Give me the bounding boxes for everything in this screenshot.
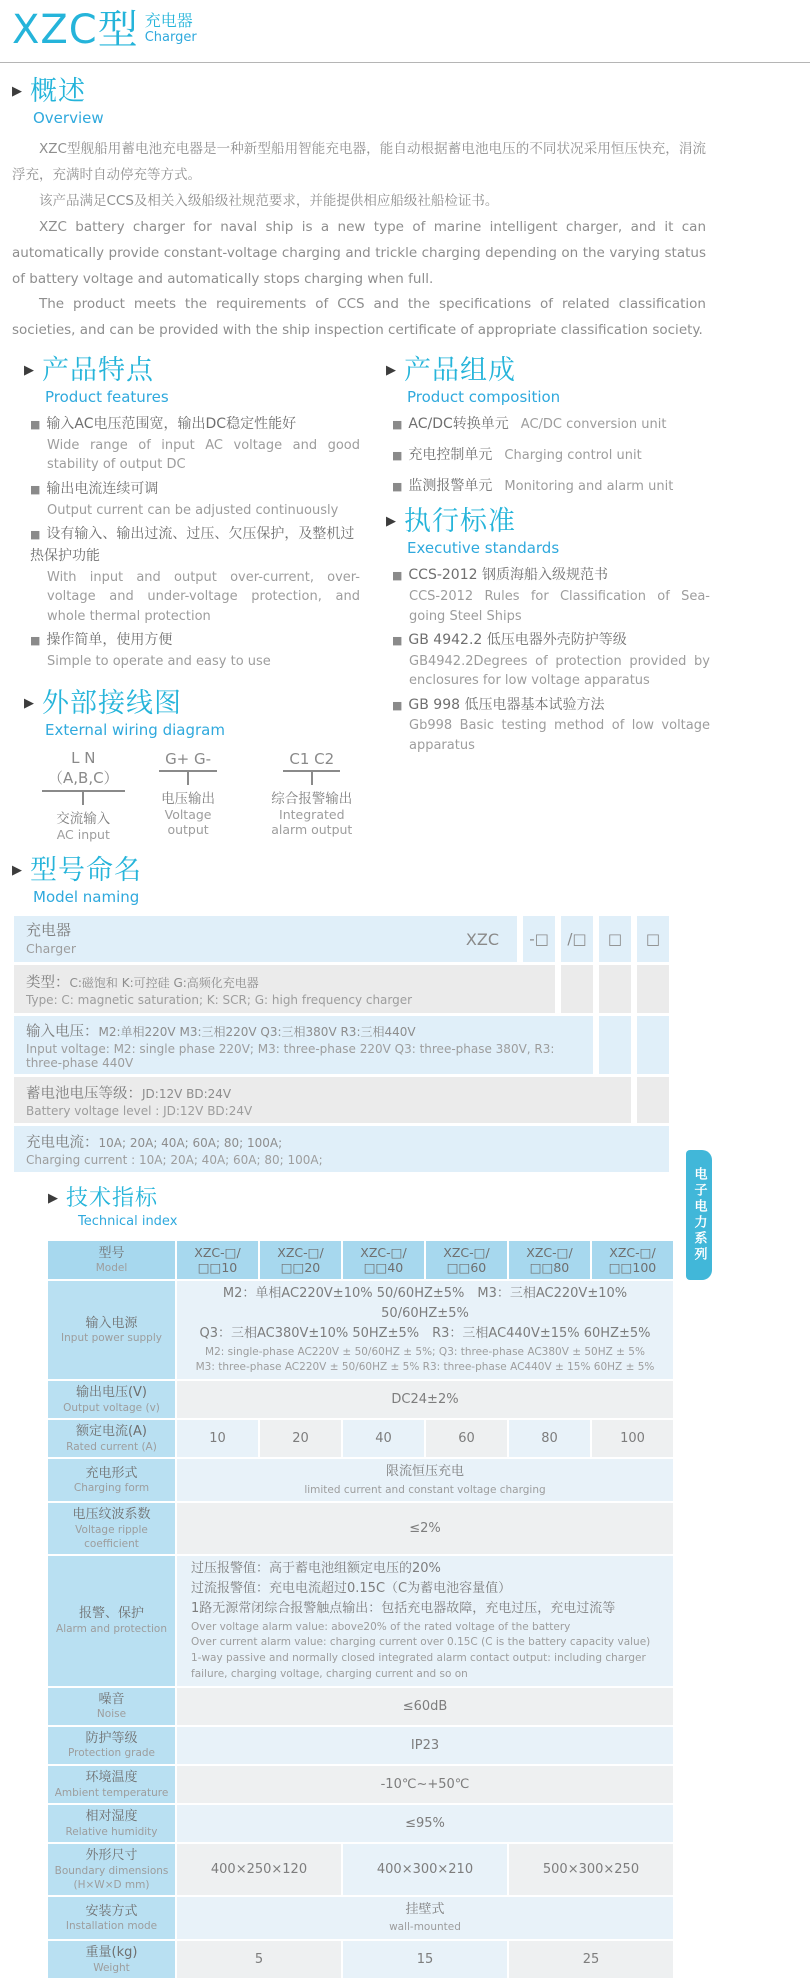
wiring-terminal-group — [42, 749, 125, 842]
wiring-terminal-group — [264, 749, 360, 842]
list-item — [30, 524, 360, 626]
symbol-column — [599, 965, 631, 1013]
table-row — [14, 965, 669, 1013]
value-rated-current: 100 — [592, 1420, 673, 1457]
naming-zh-line: 充电电流：10A; 20A; 40A; 60A; 80; 100A; — [26, 1135, 283, 1152]
composition-en: AC/DC conversion unit — [520, 417, 667, 433]
overview-body — [12, 137, 706, 344]
model-code: XZC — [465, 929, 499, 949]
alarm-en-line: Over current alarm value: charging current over 0.15C (C is the battery capacity value) — [191, 1636, 651, 1649]
naming-en-line: Input voltage: M2: single phase 220V; M3: three-phase 220V Q3: three-phase 380V, R3: three-phase 440V — [26, 1042, 555, 1071]
overview-paragraph: 该产品满足CCS及相关入级船级社规范要求，并能提供相应船级社船检证书。 — [39, 192, 499, 209]
list-item — [392, 476, 710, 498]
table-row — [14, 916, 669, 962]
row-label-weight: 重量(kg) Weight — [48, 1941, 175, 1978]
tech-title: 技术指标 — [66, 1186, 159, 1212]
row-label-protection-grade: 防护等级 Protection grade — [48, 1727, 175, 1764]
symbol-column — [637, 1077, 669, 1123]
list-item — [30, 414, 360, 475]
feature-en: With input and output over-current, over-voltage and under-voltage protection, and whole thermal protection — [47, 569, 360, 624]
standards-list — [392, 565, 710, 755]
square-bullet-icon: ■ — [30, 634, 41, 647]
value-output-voltage: DC24±2% — [177, 1381, 673, 1418]
composition-subtitle: Product composition — [407, 388, 561, 407]
brand-product-en: Charger — [144, 30, 197, 45]
row-label-alarm: 报警、保护 Alarm and protection — [48, 1556, 175, 1685]
brand-model: XZC型 — [12, 7, 139, 53]
symbol-cell: □ — [637, 916, 669, 962]
terminal-lead-line — [187, 772, 189, 785]
charger-en: Charger — [26, 940, 76, 956]
row-label-output-voltage: 输出电压(V) Output voltage (v) — [48, 1381, 175, 1418]
naming-title: 型号命名 — [30, 855, 142, 887]
value-dimensions: 500×300×250 — [509, 1844, 673, 1895]
symbol-column — [561, 965, 593, 1013]
composition-en: Charging control unit — [504, 447, 642, 463]
overview-paragraph: XZC型舰船用蓄电池充电器是一种新型船用智能充电器，能自动根据蓄电池电压的不同状况采用恒压快充，涓流浮充，充满时自动停充等方式。 — [12, 141, 706, 183]
feature-en: Output current can be adjusted continuously — [47, 502, 339, 518]
row-label-ripple: 电压纹波系数 Voltage ripple coefficient — [48, 1503, 175, 1554]
standard-en: CCS-2012 Rules for Classification of Sea-going Steel Ships — [409, 589, 710, 624]
col-header-model — [48, 1241, 175, 1279]
value-dimensions: 400×300×210 — [343, 1844, 507, 1895]
terminal-label: L N（A,B,C） — [42, 749, 125, 792]
terminal-label: C1 C2 — [283, 750, 340, 772]
wiring-diagram — [42, 749, 360, 842]
standard-en: GB4942.2Degrees of protection provided by enclosures for low voltage apparatus — [409, 653, 710, 689]
input-en-line: M3: three-phase AC220V ± 50/60HZ ± 5% R3: three-phase AC440V ± 15% 60HZ ± 5% — [195, 1361, 655, 1374]
row-label-dimensions: 外形尺寸 Boundary dimensions (H×W×D mm) — [48, 1844, 175, 1895]
alarm-en-line: 1-way passive and normally closed integrated alarm contact output: including charger failure, charging voltage, charging current and so on — [191, 1652, 646, 1680]
technical-index-table — [48, 1241, 673, 1978]
section-features — [12, 356, 360, 671]
naming-en-line: Charging current : 10A; 20A; 40A; 60A; 80; 100A; — [26, 1153, 323, 1168]
features-subtitle: Product features — [45, 388, 169, 407]
brand-sub — [145, 12, 197, 45]
input-en-line: M2: single-phase AC220V ± 50/60HZ ± 5%; Q3: three-phase AC380V ± 50HZ ± 5% — [205, 1345, 645, 1358]
col-header: XZC-□/□□80 — [509, 1241, 590, 1279]
col-header: XZC-□/□□100 — [592, 1241, 673, 1279]
naming-zh-line: 输入电压：M2:单相220V M3:三相220V Q3:三相380V R3:三相440V — [26, 1024, 416, 1041]
value-ripple: ≤2% — [177, 1503, 673, 1554]
terminal-label: G+ G- — [159, 750, 217, 772]
triangle-bullet-icon: ▶ — [386, 514, 396, 530]
symbol-column — [599, 1016, 631, 1074]
standard-zh: ■ GB 998 低压电器基本试验方法 — [392, 696, 605, 713]
symbol-column — [637, 965, 669, 1013]
square-bullet-icon: ■ — [30, 528, 41, 542]
symbol-column — [637, 1016, 669, 1074]
triangle-bullet-icon: ▶ — [48, 1191, 58, 1207]
naming-zh-line: 蓄电池电压等级：JD:12V BD:24V — [26, 1086, 232, 1103]
naming-band-charger — [14, 916, 517, 962]
square-bullet-icon: ■ — [392, 634, 403, 647]
section-composition — [374, 356, 710, 497]
table-row — [14, 1077, 669, 1123]
feature-en: Simple to operate and easy to use — [47, 653, 271, 669]
composition-zh: ■ 充电控制单元 — [392, 446, 493, 463]
composition-en: Monitoring and alarm unit — [504, 478, 674, 494]
standard-en: Gb998 Basic testing method of low voltage apparatus — [409, 718, 710, 753]
value-input-power — [177, 1281, 673, 1379]
standards-subtitle: Executive standards — [407, 539, 560, 558]
naming-band-input-voltage — [14, 1016, 593, 1074]
model-label-en: Model — [95, 1262, 128, 1275]
value-weight: 25 — [509, 1941, 673, 1978]
value-rated-current: 20 — [260, 1420, 341, 1457]
feature-zh: ■ 设有输入、输出过流、过压、欠压保护，及整机过热保护功能 — [30, 526, 355, 564]
list-item — [392, 414, 710, 436]
feature-en: Wide range of input AC voltage and good stability of output DC — [47, 437, 360, 473]
wiring-subtitle: External wiring diagram — [45, 721, 225, 740]
square-bullet-icon: ■ — [30, 482, 41, 496]
alarm-zh-line: 1路无源常闭综合报警触点输出：包括充电器故障，充电过压，充电过流等 — [191, 1601, 616, 1617]
symbol-cell: /□ — [561, 916, 593, 962]
series-side-tab-label: 电子电力系列 — [691, 1167, 707, 1263]
list-item — [392, 445, 710, 467]
features-title: 产品特点 — [42, 355, 154, 387]
model-label-zh: 型号 — [98, 1245, 125, 1261]
naming-band-charging-current — [14, 1126, 669, 1172]
symbol-cell: □ — [599, 916, 631, 962]
overview-subtitle: Overview — [33, 109, 104, 127]
alarm-en-line: Over voltage alarm value: above20% of the rated voltage of the battery — [191, 1620, 571, 1633]
feature-zh: ■ 输出电流连续可调 — [30, 480, 159, 497]
two-column-area — [0, 356, 810, 842]
features-list — [30, 414, 360, 671]
alarm-zh-line: 过压报警值：高于蓄电池组额定电压的20% — [191, 1561, 441, 1577]
triangle-bullet-icon: ▶ — [386, 363, 396, 379]
charger-zh: 充电器 — [26, 921, 72, 940]
triangle-bullet-icon: ▶ — [24, 696, 34, 712]
standards-title: 执行标准 — [404, 506, 516, 538]
square-bullet-icon: ■ — [392, 448, 403, 462]
row-label-noise: 噪音 Noise — [48, 1688, 175, 1725]
value-dimensions: 400×250×120 — [177, 1844, 341, 1895]
composition-list — [392, 414, 710, 497]
left-column — [0, 356, 360, 842]
square-bullet-icon: ■ — [30, 418, 41, 432]
list-item — [30, 479, 360, 520]
overview-paragraph: XZC battery charger for naval ship is a new type of marine intelligent charger, and it can automatically provide constant-voltage charging and trickle charging depending on the varying status of battery voltage and automatically stops charging when full. — [12, 218, 706, 287]
triangle-bullet-icon: ▶ — [12, 84, 22, 99]
overview-title: 概述 — [30, 76, 86, 107]
charger-label — [26, 921, 76, 957]
naming-band-type — [14, 965, 555, 1013]
naming-subtitle: Model naming — [33, 888, 140, 907]
section-technical-index — [48, 1186, 810, 1978]
square-bullet-icon: ■ — [392, 418, 403, 432]
standard-zh: ■ GB 4942.2 低压电器外壳防护等级 — [392, 632, 627, 648]
alarm-zh-line: 过流报警值：充电电流超过0.15C（C为蓄电池容量值） — [191, 1581, 512, 1597]
row-label-charging-form: 充电形式 Charging form — [48, 1459, 175, 1501]
wiring-title: 外部接线图 — [42, 688, 182, 720]
row-label-input-power: 输入电源 Input power supply — [48, 1281, 175, 1379]
series-side-tab — [686, 1150, 712, 1280]
naming-band-battery-level — [14, 1077, 631, 1123]
composition-zh: ■ AC/DC转换单元 — [392, 416, 509, 433]
wiring-header — [12, 689, 360, 719]
triangle-bullet-icon: ▶ — [12, 863, 22, 879]
row-label-rated-current: 额定电流(A) Rated current (A) — [48, 1420, 175, 1457]
composition-header — [374, 356, 710, 386]
section-wiring — [12, 689, 360, 842]
row-label-installation: 安装方式 Installation mode — [48, 1897, 175, 1939]
square-bullet-icon: ■ — [392, 698, 403, 712]
wiring-terminal-group — [159, 749, 218, 842]
value-rated-current: 10 — [177, 1420, 258, 1457]
input-zh-line: Q3：三相AC380V±10% 50HZ±5% R3：三相AC440V±15% 60HZ±5% — [199, 1326, 651, 1342]
value-rated-current: 60 — [426, 1420, 507, 1457]
list-item — [30, 630, 360, 671]
standard-zh: ■ CCS-2012 钢质海船入级规范书 — [392, 567, 608, 584]
terminal-caption-zh: 电压输出 — [161, 791, 216, 808]
row-label-humidity: 相对湿度 Relative humidity — [48, 1805, 175, 1842]
naming-header — [0, 856, 810, 886]
col-header: XZC-□/□□60 — [426, 1241, 507, 1279]
terminal-caption-en: AC input — [56, 827, 110, 843]
section-standards — [374, 507, 710, 755]
table-row — [14, 1126, 669, 1172]
standards-header — [374, 507, 710, 537]
tech-subtitle: Technical index — [78, 1214, 178, 1230]
terminal-caption-zh: 综合报警输出 — [271, 791, 353, 808]
naming-zh-line: 类型：C:磁饱和 K:可控硅 G:高频化充电器 — [26, 975, 259, 992]
naming-en-line: Type: C: magnetic saturation; K: SCR; G: high frequency charger — [26, 993, 413, 1008]
list-item — [392, 695, 710, 756]
col-header: XZC-□/□□10 — [177, 1241, 258, 1279]
list-item — [392, 630, 710, 691]
value-noise: ≤60dB — [177, 1688, 673, 1725]
features-header — [12, 356, 360, 386]
title-divider — [0, 62, 810, 63]
value-humidity: ≤95% — [177, 1805, 673, 1842]
page-title — [0, 0, 810, 52]
value-rated-current: 80 — [509, 1420, 590, 1457]
value-charging-form: 限流恒压充电 limited current and constant voltage charging — [177, 1459, 673, 1501]
col-header: XZC-□/□□40 — [343, 1241, 424, 1279]
model-naming-table — [14, 916, 669, 1172]
table-row — [14, 1016, 669, 1074]
section-overview — [0, 77, 810, 344]
value-alarm — [177, 1556, 673, 1685]
overview-header — [0, 77, 810, 107]
terminal-caption-en: Voltage output — [164, 807, 212, 838]
feature-zh: ■ 操作简单，使用方便 — [30, 632, 173, 648]
feature-zh: ■ 输入AC电压范围宽，输出DC稳定性能好 — [30, 416, 297, 433]
terminal-caption-zh: 交流输入 — [56, 811, 111, 828]
square-bullet-icon: ■ — [392, 479, 403, 493]
row-label-ambient: 环境温度 Ambient temperature — [48, 1766, 175, 1803]
value-rated-current: 40 — [343, 1420, 424, 1457]
naming-en-line: Battery voltage level : JD:12V BD:24V — [26, 1104, 253, 1119]
composition-zh: ■ 监测报警单元 — [392, 477, 493, 494]
value-installation: 挂壁式 wall-mounted — [177, 1897, 673, 1939]
overview-paragraph: The product meets the requirements of CCS and the specifications of related classification societies, and can be provided with the ship inspection certificate of appropriate classification society. — [12, 296, 706, 339]
terminal-lead-line — [311, 772, 313, 785]
terminal-lead-line — [82, 792, 84, 805]
input-zh-line: M2：单相AC220V±10% 50/60HZ±5% M3：三相AC220V±10% 50/60HZ±5% — [222, 1286, 628, 1322]
right-column — [360, 356, 710, 842]
triangle-bullet-icon: ▶ — [24, 363, 34, 379]
section-model-naming — [0, 856, 810, 1172]
value-weight: 5 — [177, 1941, 341, 1978]
col-header: XZC-□/□□20 — [260, 1241, 341, 1279]
value-protection-grade: IP23 — [177, 1727, 673, 1764]
value-weight: 15 — [343, 1941, 507, 1978]
list-item — [392, 565, 710, 626]
terminal-caption-en: Integrated alarm output — [271, 807, 353, 838]
brand-product-zh: 充电器 — [144, 11, 193, 30]
symbol-cell: -□ — [523, 916, 555, 962]
composition-title: 产品组成 — [404, 355, 516, 387]
value-ambient: -10℃~+50℃ — [177, 1766, 673, 1803]
square-bullet-icon: ■ — [392, 569, 403, 583]
